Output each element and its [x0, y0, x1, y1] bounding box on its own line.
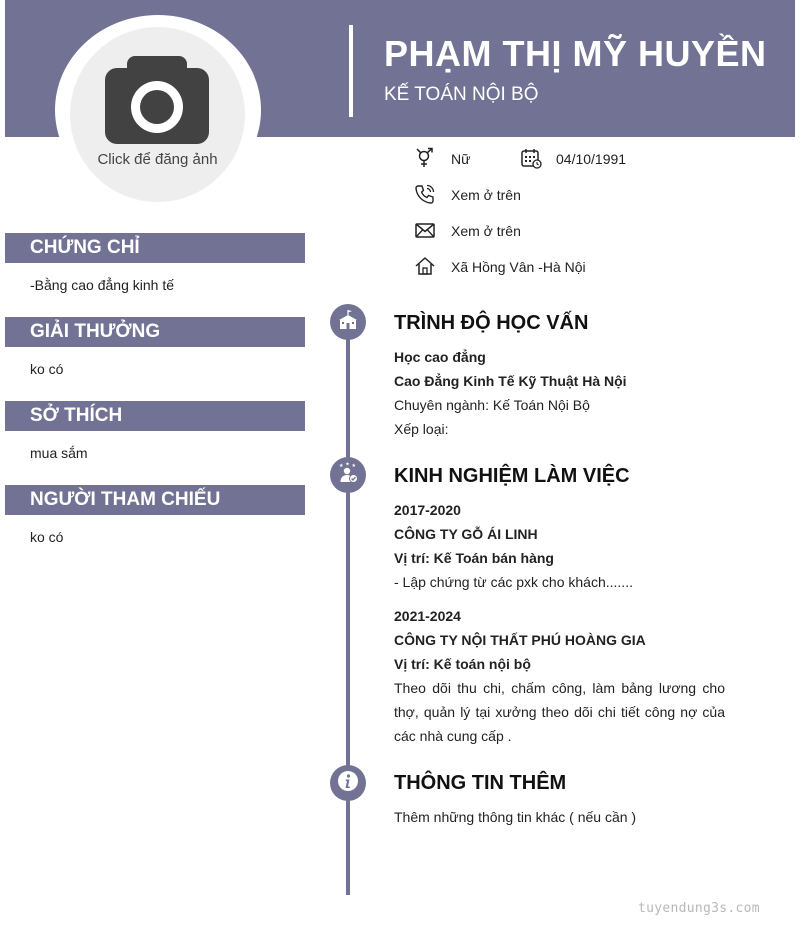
- education-rank[interactable]: Xếp loại:: [394, 421, 449, 437]
- svg-text:★: ★: [339, 462, 344, 469]
- name-divider: [349, 25, 353, 117]
- info-icon: [337, 770, 359, 797]
- phone-icon: [414, 183, 436, 205]
- svg-text:★: ★: [351, 462, 356, 469]
- references-heading: NGƯỜI THAM CHIẾU: [5, 485, 305, 515]
- education-marker: [330, 304, 366, 340]
- experience-heading: KINH NGHIỆM LÀM VIỆC: [394, 465, 630, 487]
- home-icon: [414, 255, 436, 277]
- svg-text:★: ★: [345, 461, 350, 467]
- birthday-value[interactable]: 04/10/1991: [556, 151, 627, 167]
- job-period[interactable]: 2021-2024: [394, 608, 461, 624]
- job-description[interactable]: Theo dõi thu chi, chấm công, làm bảng lương cho thợ, quản lý tại xưởng theo dõi chi tiết công nợ của các nhà cung cấp .: [394, 680, 725, 744]
- calendar-icon: [520, 147, 542, 169]
- education-major[interactable]: Chuyên ngành: Kế Toán Nội Bộ: [394, 397, 590, 413]
- job-period[interactable]: 2017-2020: [394, 502, 461, 518]
- mail-icon: [414, 219, 436, 241]
- avatar-caption: Click để đăng ảnh: [97, 151, 218, 168]
- additional-heading: THÔNG TIN THÊM: [394, 772, 567, 794]
- additional-marker: [330, 765, 366, 801]
- hobbies-heading: SỞ THÍCH: [5, 401, 305, 431]
- phone-value[interactable]: Xem ở trên: [451, 187, 521, 203]
- education-school[interactable]: Cao Đẳng Kinh Tế Kỹ Thuật Hà Nội: [394, 373, 627, 389]
- education-level[interactable]: Học cao đẳng: [394, 349, 486, 365]
- education-heading: TRÌNH ĐỘ HỌC VẤN: [394, 312, 589, 334]
- job-description[interactable]: - Lập chứng từ các pxk cho khách.......: [394, 574, 633, 590]
- hobbies-text[interactable]: mua sắm: [30, 445, 88, 461]
- email-row: [414, 219, 436, 241]
- awards-heading: GIẢI THƯỞNG: [5, 317, 305, 347]
- watermark: tuyendung3s.com: [638, 901, 760, 916]
- experience-marker: [330, 457, 366, 493]
- phone-row: [414, 183, 436, 205]
- gender-value[interactable]: Nữ: [451, 151, 471, 167]
- address-row: [414, 255, 436, 277]
- email-value[interactable]: Xem ở trên: [451, 223, 521, 239]
- awards-text[interactable]: ko có: [30, 361, 64, 377]
- job-position[interactable]: Vị trí: Kế toán nội bộ: [394, 656, 531, 672]
- job-company[interactable]: CÔNG TY NỘI THẤT PHÚ HOÀNG GIA: [394, 632, 646, 648]
- timeline-line: [346, 320, 350, 895]
- avatar-upload[interactable]: [70, 27, 245, 202]
- gender-icon: [414, 147, 436, 169]
- gender-row: [414, 147, 436, 169]
- address-value[interactable]: Xã Hồng Vân -Hà Nội: [451, 259, 586, 275]
- job-company[interactable]: CÔNG TY GỖ ÁI LINH: [394, 526, 538, 542]
- references-text[interactable]: ko có: [30, 529, 64, 545]
- full-name[interactable]: PHẠM THỊ MỸ HUYỀN: [384, 33, 767, 74]
- certificates-heading: CHỨNG CHỈ: [5, 233, 305, 263]
- camera-icon: [105, 56, 209, 144]
- additional-text[interactable]: Thêm những thông tin khác ( nếu cần ): [394, 809, 637, 825]
- certificates-text[interactable]: -Bằng cao đẳng kinh tế: [30, 277, 174, 293]
- job-title[interactable]: KẾ TOÁN NỘI BỘ: [384, 84, 539, 105]
- employee-icon: [337, 462, 359, 489]
- birthday-row: [520, 147, 542, 169]
- job-position[interactable]: Vị trí: Kế Toán bán hàng: [394, 550, 554, 566]
- school-icon: [337, 309, 359, 336]
